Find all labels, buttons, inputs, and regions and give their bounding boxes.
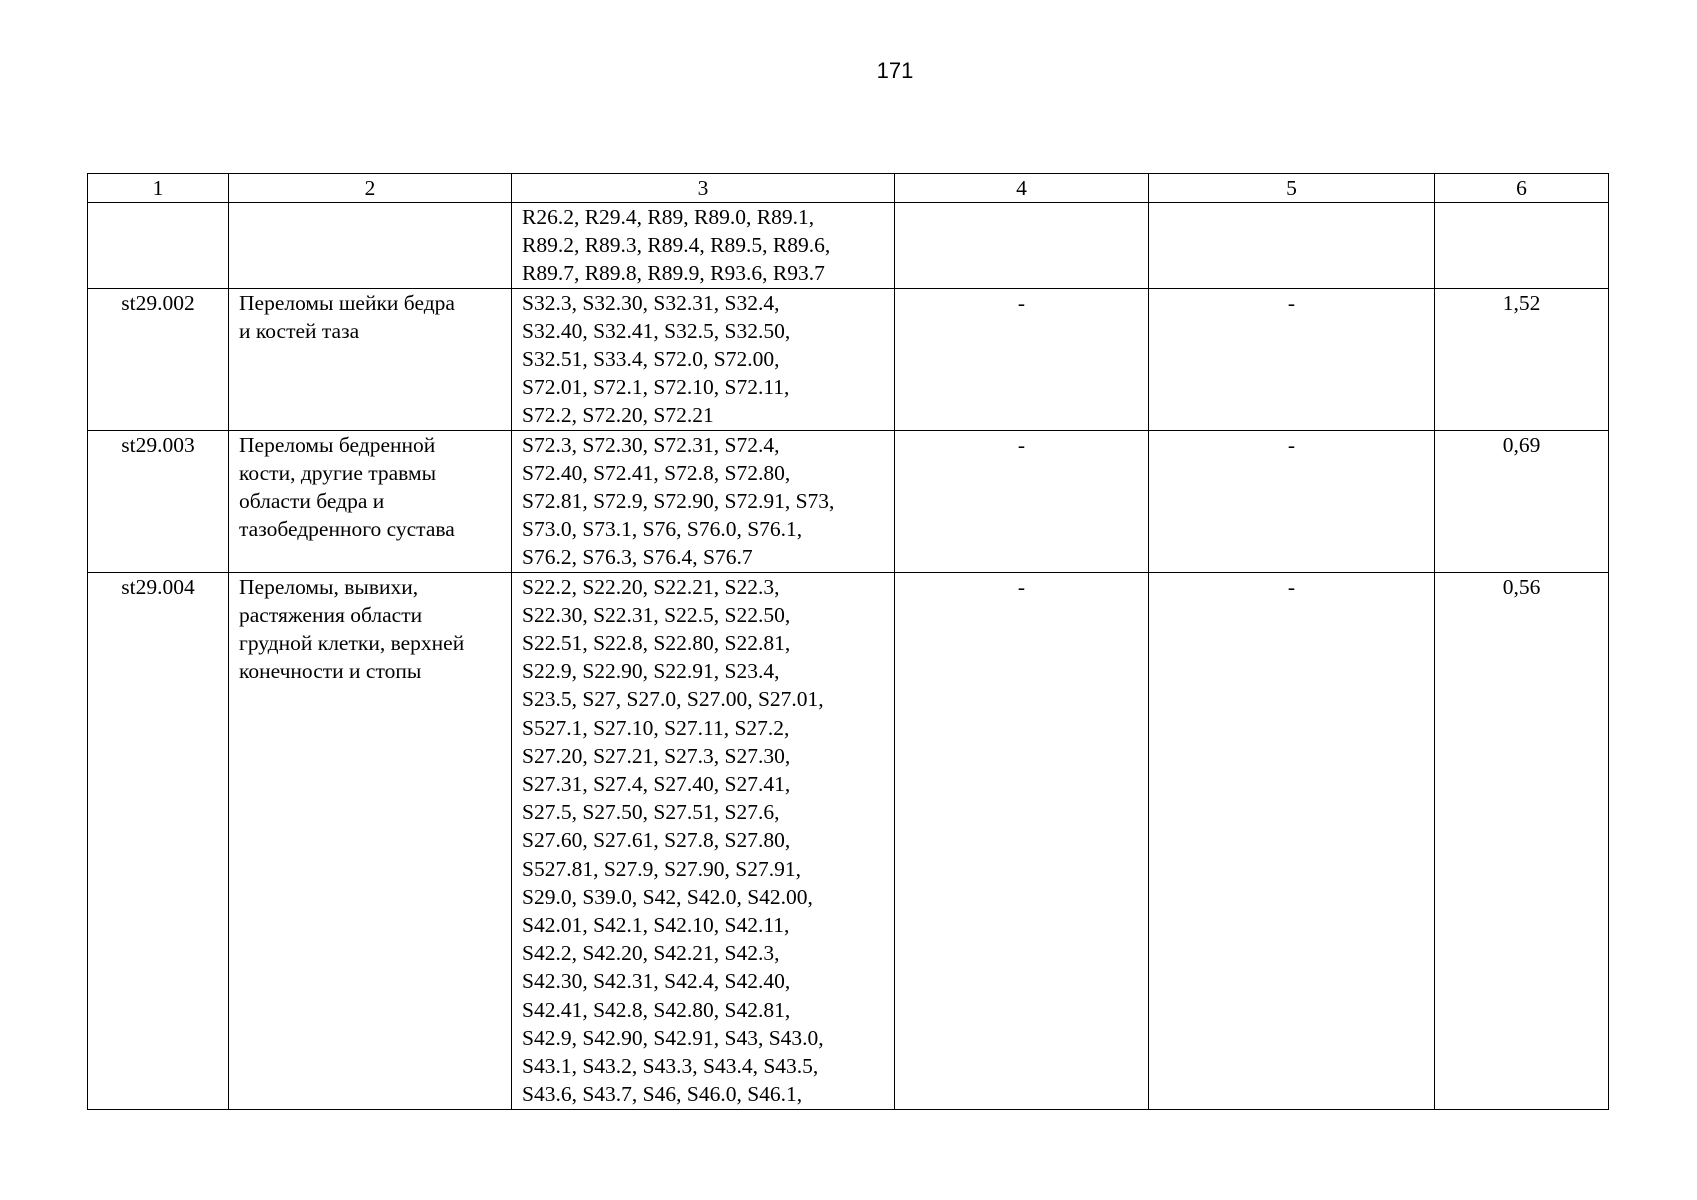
row-code: st29.002 [88,288,229,430]
table-header-row [88,174,1609,203]
row-coefficient: 0,69 [1435,430,1609,572]
row-col4: - [895,430,1149,572]
row-col4: - [895,572,1149,1109]
row-col5: - [1149,288,1435,430]
row-name: Переломы бедренной кости, другие травмы области бедра и тазобедренного сустава [229,430,512,572]
row-code [88,203,229,289]
row-code: st29.004 [88,572,229,1109]
row-name: Переломы, вывихи, растяжения области грудной клетки, верхней конечности и стопы [229,572,512,1109]
row-code: st29.003 [88,430,229,572]
row-coefficient: 0,56 [1435,572,1609,1109]
classification-table [87,173,1609,1110]
table-row [88,430,1609,572]
column-header-5: 5 [1149,174,1435,203]
column-header-4: 4 [895,174,1149,203]
table-row [88,288,1609,430]
row-coefficient: 1,52 [1435,288,1609,430]
row-icd-codes: S22.2, S22.20, S22.21, S22.3, S22.30, S22.31, S22.5, S22.50, S22.51, S22.8, S22.80, S22.81, S22.9, S22.90, S22.91, S23.4, S23.5, S27, S27.0, S27.00, S27.01, S527.1, S27.10, S27.11, S27.2, S27.20, S27.21, S27.3, S27.30, S27.31, S27.4, S27.40, S27.41, S27.5, S27.50, S27.51, S27.6, S27.60, S27.61, S27.8, S27.80, S527.81, S27.9, S27.90, S27.91, S29.0, S39.0, S42, S42.0, S42.00, S42.01, S42.1, S42.10, S42.11, S42.2, S42.20, S42.21, S42.3, S42.30, S42.31, S42.4, S42.40, S42.41, S42.8, S42.80, S42.81, S42.9, S42.90, S42.91, S43, S43.0, S43.1, S43.2, S43.3, S43.4, S43.5, S43.6, S43.7, S46, S46.0, S46.1, [512,572,895,1109]
table-row [88,203,1609,289]
table-row [88,572,1609,1109]
page-number: 171 [876,58,914,83]
row-icd-codes: R26.2, R29.4, R89, R89.0, R89.1, R89.2, R89.3, R89.4, R89.5, R89.6, R89.7, R89.8, R89.9, R93.6, R93.7 [512,203,895,289]
row-coefficient [1435,203,1609,289]
column-header-3: 3 [512,174,895,203]
column-header-2: 2 [229,174,512,203]
row-col5: - [1149,430,1435,572]
row-icd-codes: S32.3, S32.30, S32.31, S32.4, S32.40, S32.41, S32.5, S32.50, S32.51, S33.4, S72.0, S72.00, S72.01, S72.1, S72.10, S72.11, S72.2, S72.20, S72.21 [512,288,895,430]
row-col5: - [1149,572,1435,1109]
row-col4: - [895,288,1149,430]
column-header-1: 1 [88,174,229,203]
row-col5 [1149,203,1435,289]
column-header-6: 6 [1435,174,1609,203]
row-name [229,203,512,289]
row-col4 [895,203,1149,289]
row-icd-codes: S72.3, S72.30, S72.31, S72.4, S72.40, S72.41, S72.8, S72.80, S72.81, S72.9, S72.90, S72.91, S73, S73.0, S73.1, S76, S76.0, S76.1, S76.2, S76.3, S76.4, S76.7 [512,430,895,572]
row-name: Переломы шейки бедра и костей таза [229,288,512,430]
